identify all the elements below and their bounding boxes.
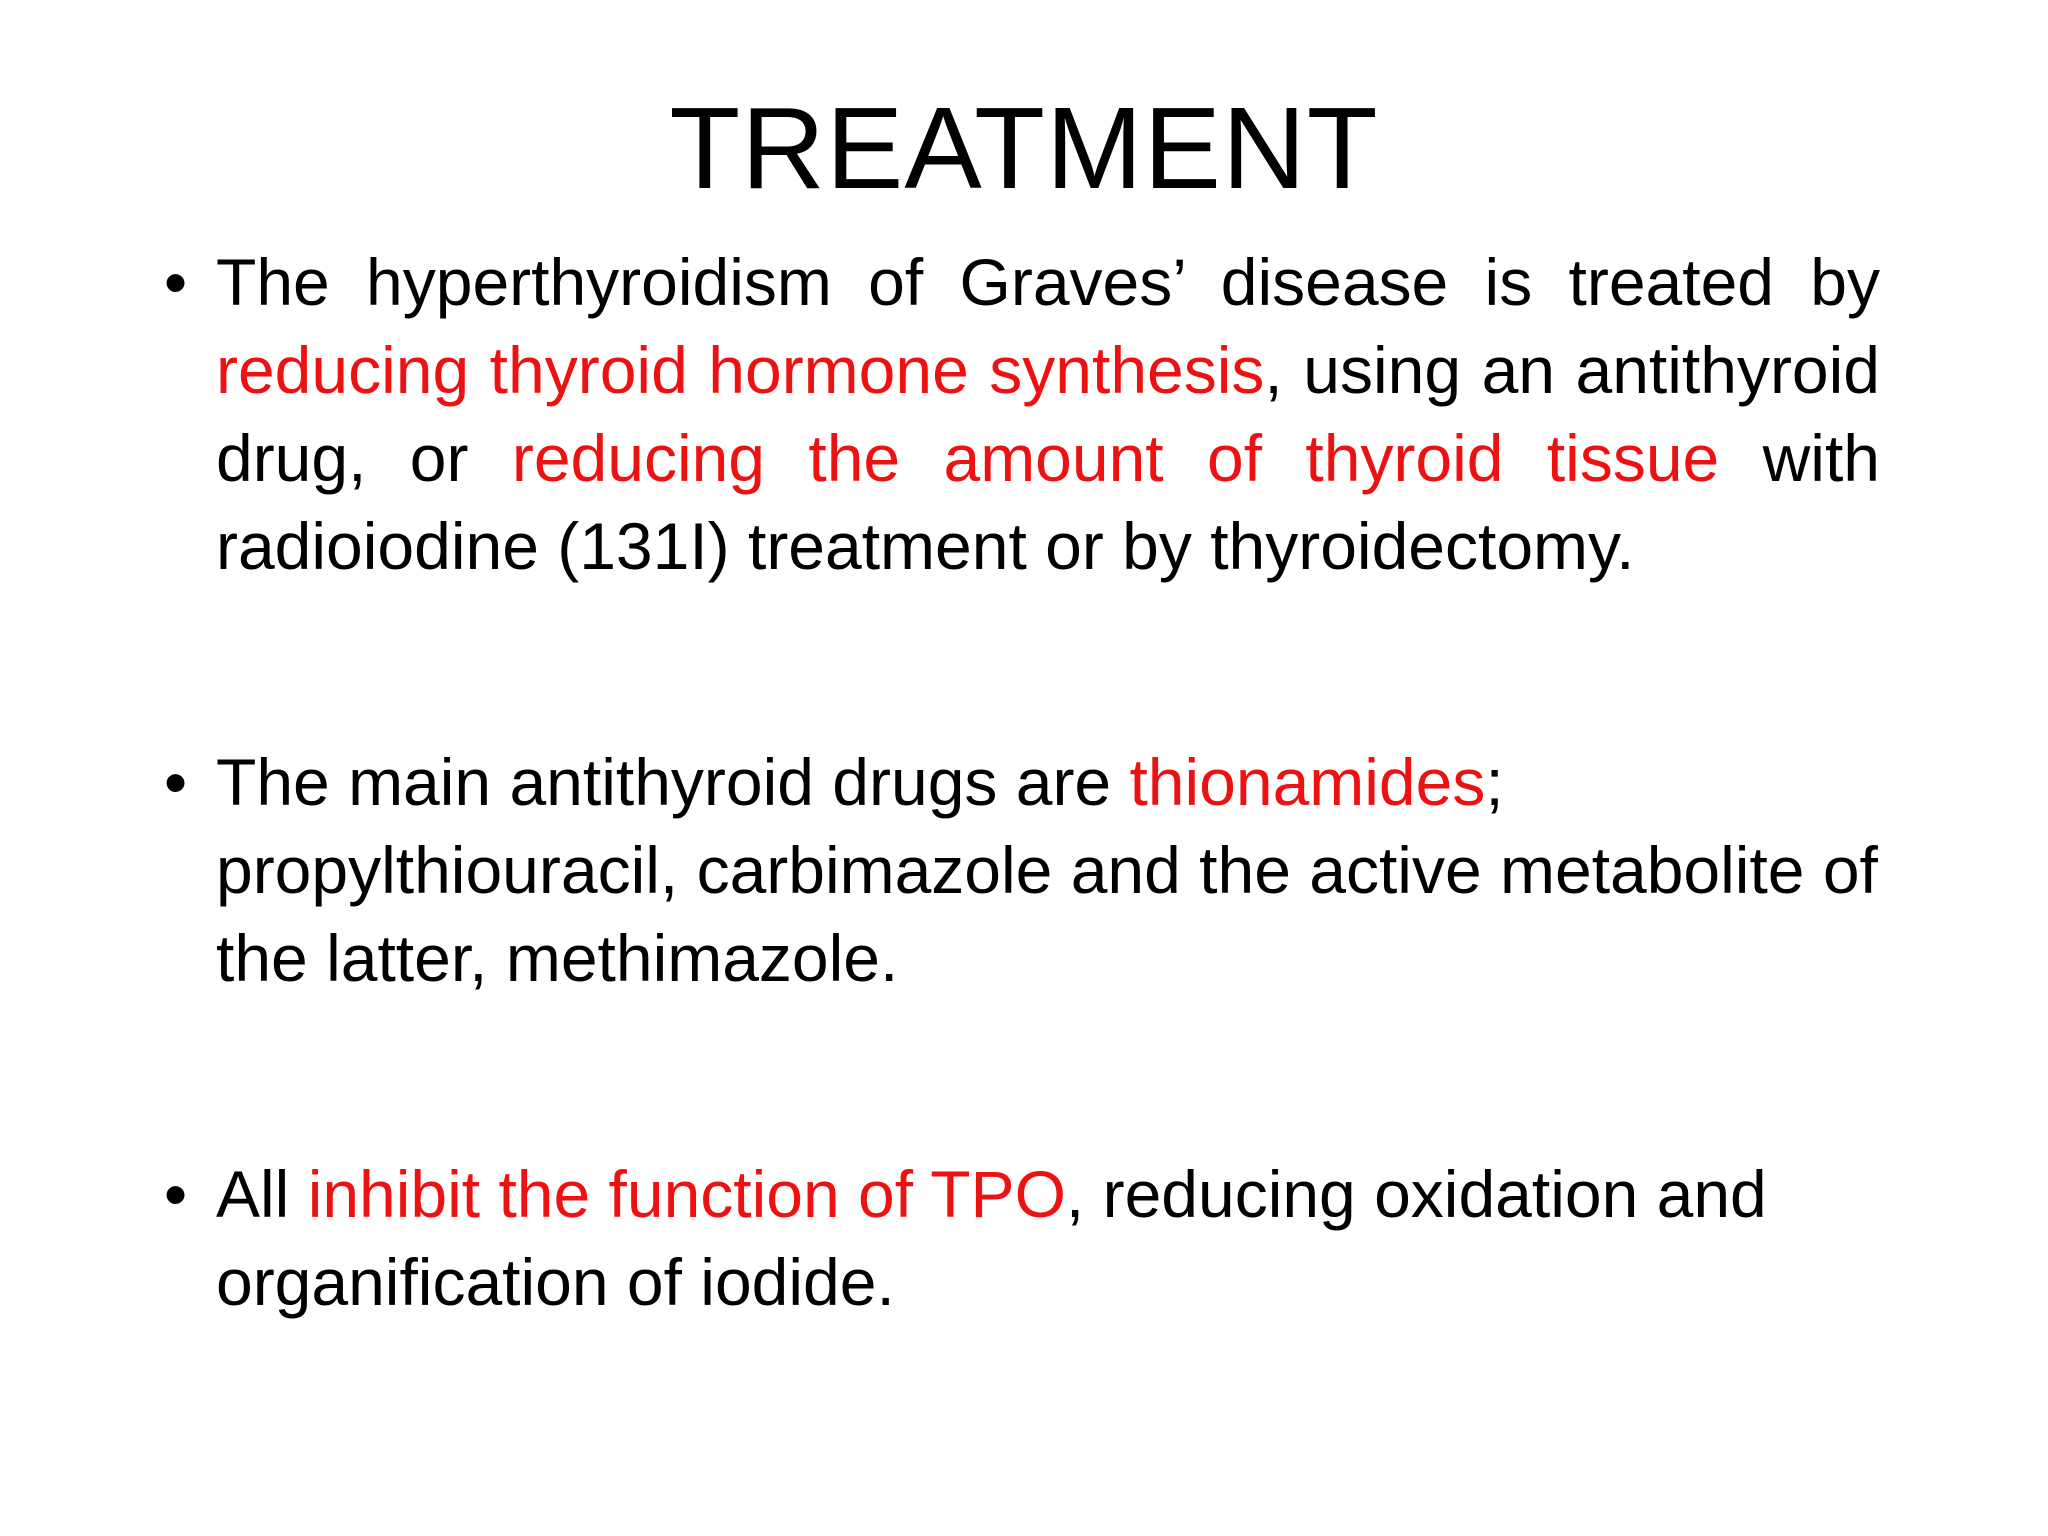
highlighted-phrase: thionamides	[1129, 745, 1486, 819]
bullet-item	[160, 738, 1880, 1002]
bullet-text-segment: The hyperthyroidism of Graves’ disease is treated by	[216, 245, 1880, 319]
bullet-text-segment: All	[216, 1157, 308, 1231]
bullet-text-segment: ; propylthiouracil, carbimazole and the active metabolite of the latter, methimazole.	[216, 745, 1878, 995]
bullet-item	[160, 238, 1880, 590]
bullet-list	[160, 238, 1880, 1326]
bullet-dot-icon: •	[164, 245, 188, 319]
bullet-dot-icon: •	[164, 1157, 188, 1231]
bullet-item	[160, 1150, 1880, 1326]
bullet-text-segment: , reducing oxidation and organification of iodide.	[216, 1157, 1767, 1319]
bullet-text-segment: , using an antithyroid drug, or	[216, 333, 1880, 495]
highlighted-phrase: reducing the amount of thyroid tissue	[511, 421, 1720, 495]
highlighted-phrase: inhibit the function of TPO	[307, 1157, 1066, 1231]
bullet-dot-icon: •	[164, 745, 188, 819]
slide-title: TREATMENT	[669, 83, 1379, 213]
highlighted-phrase: reducing thyroid hormone synthesis	[216, 333, 1265, 407]
bullet-text-segment: The main antithyroid drugs are	[216, 745, 1130, 819]
bullet-text-segment: with radioiodine (131I) treatment or by thyroidectomy.	[216, 421, 1880, 583]
